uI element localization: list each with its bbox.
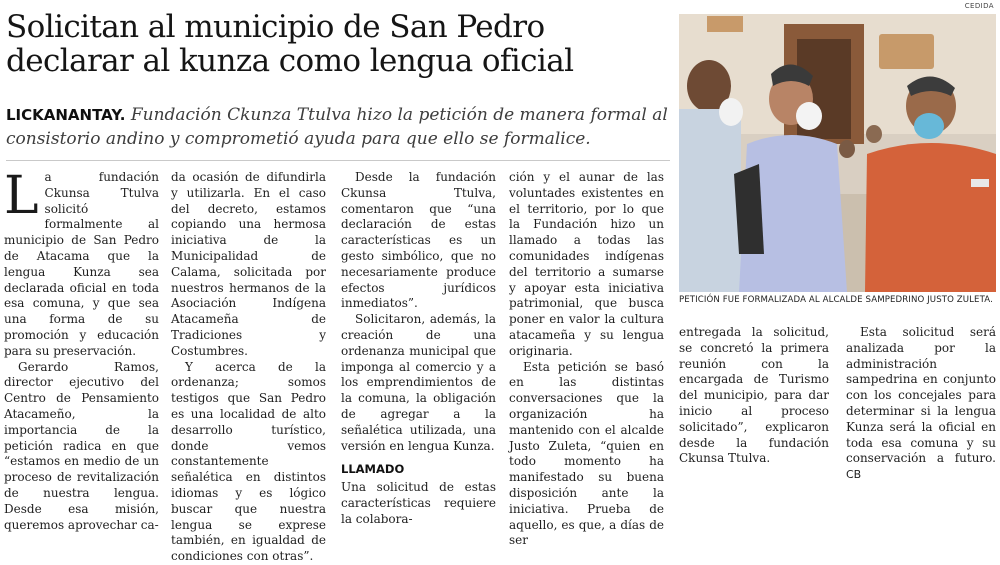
end-mark: CB (846, 468, 862, 482)
column-4 (509, 170, 664, 549)
lead-place: LICKANANTAY. (6, 106, 126, 124)
column-1 (4, 166, 159, 533)
paragraph (4, 166, 159, 360)
paragraph (846, 325, 996, 483)
section-subtitle: LLAMADO (341, 462, 405, 477)
paragraph: Gerardo Ramos, director ejecutivo del Centro de Pensamiento Atacameño, la importancia de la petición radica en que “estamos en medio de un proceso de revitalización de nuestra lengua. Desde esa misión, queremos aprovechar ca- (4, 359, 159, 532)
deck (6, 103, 670, 151)
photo-caption: PETICIÓN FUE FORMALIZADA AL ALCALDE SAMPEDRINO JUSTO ZULETA. (679, 295, 993, 305)
paragraph: Y acerca de la ordenanza; somos testigos que San Pedro es una localidad de alto desarrollo turístico, donde vemos constantemente señalética en distintos idiomas y es lógico buscar que nuestra lengua se exprese también, en igualdad de condiciones con otras”. (171, 359, 326, 564)
paragraph-text: Esta solicitud será analizada por la administración sampedrina en conjunto con los concejales para determinar si la lengua Kunza será la oficial en toda esa comuna y su conservación a futuro. (846, 325, 996, 466)
column-6 (846, 325, 996, 483)
paragraph: da ocasión de difundirla y utilizarla. En el caso del decreto, estamos copiando una hermosa iniciativa de la Municipalidad de Calama, solicitada por nuestros hermanos de la Asociación Indígena Atacameña de Tradiciones y Costumbres. (171, 170, 326, 358)
photo-credit: CEDIDA (964, 2, 994, 10)
column-3 (341, 170, 496, 528)
paragraph: Solicitaron, además, la creación de una ordenanza municipal que imponga al comercio y a los emprendimientos de la comuna, la obligación de agregar a la señalética utilizada, una versión en lengua Kunza. (341, 312, 496, 453)
paragraph: Esta petición se basó en las distintas conversaciones que la organización ha mantenido con el alcalde Justo Zuleta, “quien en todo momento ha manifestado su buena disposición ante la iniciativa. Prueba de aquello, es que, a días de ser (509, 359, 664, 548)
drop-cap: L (4, 166, 39, 226)
paragraph: ción y el aunar de las voluntades existentes en el territorio, por lo que la Fundación hizo un llamado a todas las comunidades indígenas del territorio a sumarse y apoyar esta iniciativa patrimonial, que busca poner en valor la cultura atacameña y su lengua originaria. (509, 170, 664, 358)
deck-text: Fundación Ckunza Ttulva hizo la petición de manera formal al consistorio andino y comprometió ayuda para que ello se formalice. (6, 105, 668, 149)
paragraph-text: a fundación Ckunsa Ttulva solicitó formalmente al municipio de San Pedro de Atacama que la lengua Kunza sea declarada oficial en toda esa comuna, y que sea una forma de su promoción y educación para su preservación. (4, 170, 159, 358)
divider (6, 160, 670, 161)
paragraph: Desde la fundación Ckunsa Ttulva, comentaron que “una declaración de estas características es un gesto simbólico, que no necesariamente produce efectos jurídicos inmediatos”. (341, 170, 496, 311)
headline: Solicitan al municipio de San Pedro declarar al kunza como lengua oficial (6, 9, 574, 79)
paragraph: entregada la solicitud, se concretó la primera reunión con la encargada de Turismo del municipio, para dar inicio al proceso solicitado”, explicaron desde la fundación Ckunsa Ttulva. (679, 325, 829, 466)
news-photo (679, 14, 996, 292)
column-5 (679, 325, 829, 467)
column-2 (171, 170, 326, 565)
paragraph: Una solicitud de estas características requiere la colabora- (341, 480, 496, 526)
photo-illustration (679, 14, 996, 292)
